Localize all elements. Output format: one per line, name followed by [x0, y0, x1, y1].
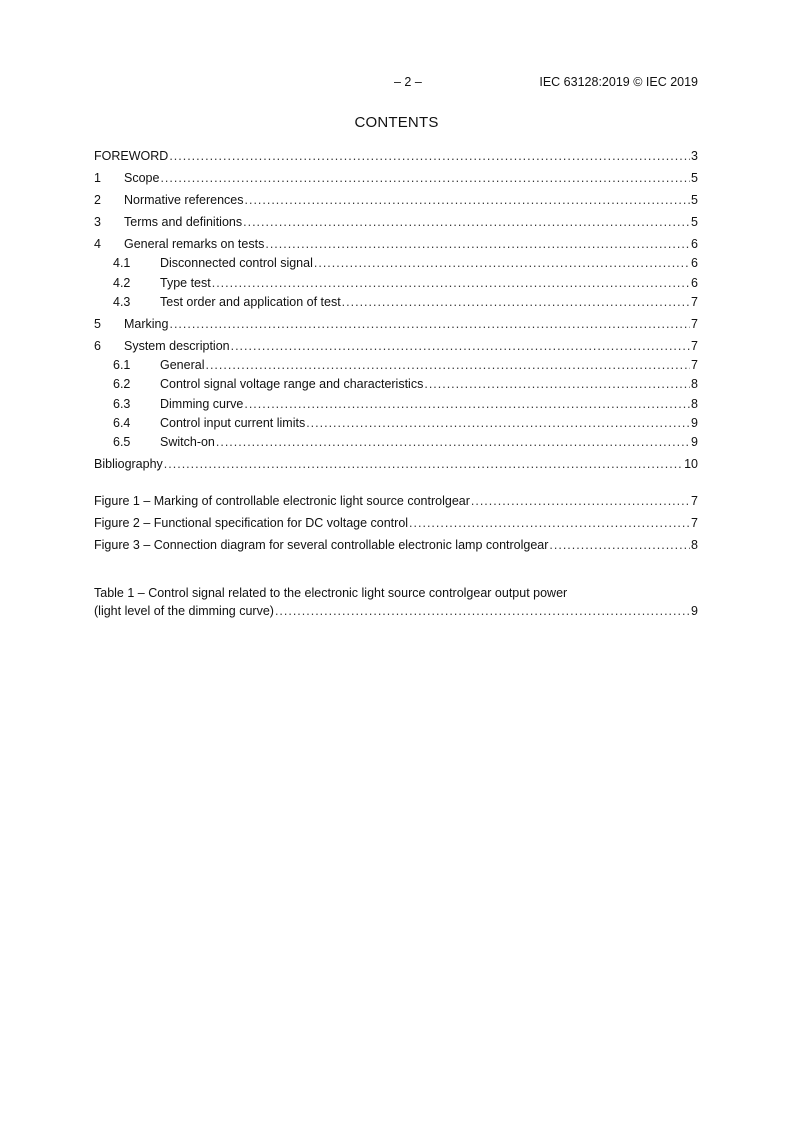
dot-leader [549, 538, 690, 552]
figure-entry-page: 8 [691, 538, 698, 552]
page-number: – 2 – [394, 75, 422, 89]
toc-entry-page: 7 [691, 338, 698, 353]
toc-entry[interactable] [94, 451, 698, 473]
toc-entry-page: 7 [691, 316, 698, 331]
toc-entry-number: 6.1 [113, 358, 131, 373]
toc-entry-label: Normative references [124, 193, 244, 207]
table-entry-label-line2: (light level of the dimming curve) [94, 604, 274, 618]
toc-entry-label: General [160, 358, 205, 373]
toc-entry-number: 6.4 [113, 416, 131, 431]
toc-entry-page: 8 [691, 396, 698, 411]
toc-entry[interactable] [94, 272, 698, 291]
dot-leader [409, 516, 690, 530]
toc-entry-label: Control input current limits [160, 416, 306, 431]
standard-identifier: IEC 63128:2019 © IEC 2019 [539, 75, 698, 89]
dot-leader [265, 237, 690, 251]
toc-entry-label: General remarks on tests [124, 237, 265, 251]
toc-entry[interactable] [94, 311, 698, 333]
table-entry-label-line1: Table 1 – Control signal related to the electronic light source controlgear output power [94, 586, 568, 600]
dot-leader [243, 215, 690, 229]
contents-title: CONTENTS [354, 114, 439, 131]
dot-leader [424, 377, 690, 391]
toc-entry-page: 8 [691, 377, 698, 392]
toc-entry-number: 6.2 [113, 377, 131, 392]
toc-entry[interactable] [94, 143, 698, 165]
toc-entry-number: 6.3 [113, 396, 131, 411]
toc-entry-number: 6.5 [113, 435, 131, 450]
toc-entry-page: 9 [691, 435, 698, 450]
toc-entry[interactable] [94, 432, 698, 451]
toc-entry-page: 6 [691, 237, 698, 251]
list-of-figures [94, 488, 698, 554]
dot-leader [245, 193, 691, 207]
dot-leader [306, 416, 690, 430]
toc-entry-table-1[interactable] [94, 578, 698, 622]
page-header [94, 75, 698, 93]
dot-leader [275, 604, 690, 622]
toc-entry-page: 10 [684, 457, 698, 472]
dot-leader [164, 457, 683, 471]
dot-leader [169, 149, 690, 163]
toc-entry-page: 9 [691, 416, 698, 431]
toc-entry-page: 7 [691, 294, 698, 309]
toc-entry-number: 4.1 [113, 256, 131, 271]
list-of-tables [94, 578, 698, 622]
dot-leader [212, 276, 690, 290]
dot-leader [216, 435, 690, 449]
toc-entry[interactable] [94, 413, 698, 432]
toc-entry-label: Control signal voltage range and characteristics [160, 377, 424, 392]
dot-leader [244, 397, 690, 411]
toc-entry-number: 1 [94, 171, 101, 185]
toc-entry-page: 6 [691, 275, 698, 290]
toc-entry[interactable] [94, 165, 698, 187]
figure-entry-label: Figure 2 – Functional specification for DC voltage control [94, 516, 409, 530]
toc-entry-page: 3 [691, 149, 698, 163]
figure-entry[interactable] [94, 488, 698, 510]
toc-entry-label: Marking [124, 316, 169, 331]
dot-leader [205, 358, 690, 372]
toc-entry-number: 4.3 [113, 294, 131, 309]
toc-entry-label: Test order and application of test [160, 294, 341, 309]
toc-entry-label: Terms and definitions [124, 215, 243, 229]
figure-entry-page: 7 [691, 516, 698, 530]
table-of-contents [94, 143, 698, 473]
toc-entry-number: 5 [94, 316, 101, 331]
toc-entry[interactable] [94, 187, 698, 209]
toc-entry[interactable] [94, 374, 698, 393]
dot-leader [160, 171, 690, 185]
figure-entry-label: Figure 1 – Marking of controllable electronic light source controlgear [94, 494, 470, 508]
toc-entry-number: 4.2 [113, 275, 131, 290]
figure-entry-page: 7 [691, 494, 698, 508]
toc-entry[interactable] [94, 209, 698, 231]
toc-entry-page: 5 [691, 193, 698, 207]
toc-entry[interactable] [94, 355, 698, 374]
toc-entry-page: 5 [691, 171, 698, 185]
toc-entry-label: Disconnected control signal [160, 256, 313, 271]
figure-entry[interactable] [94, 532, 698, 554]
toc-entry[interactable] [94, 292, 698, 311]
table-entry-page: 9 [691, 604, 698, 618]
dot-leader [342, 295, 690, 309]
toc-entry-page: 5 [691, 215, 698, 229]
toc-entry-number: 4 [94, 237, 101, 251]
figure-entry[interactable] [94, 510, 698, 532]
toc-entry-label: System description [124, 338, 230, 353]
toc-entry[interactable] [94, 333, 698, 355]
toc-entry[interactable] [94, 253, 698, 272]
figure-entry-label: Figure 3 – Connection diagram for several controllable electronic lamp controlgear [94, 538, 549, 552]
toc-entry-label: Switch-on [160, 435, 215, 450]
toc-entry-page: 6 [691, 256, 698, 271]
toc-entry[interactable] [94, 231, 698, 253]
toc-entry-label: FOREWORD [94, 149, 169, 163]
toc-entry-label: Type test [160, 275, 211, 290]
toc-entry-label: Scope [124, 171, 160, 185]
toc-entry[interactable] [94, 393, 698, 412]
dot-leader [471, 494, 690, 508]
dot-leader [314, 256, 690, 270]
toc-entry-number: 3 [94, 215, 101, 229]
toc-entry-page: 7 [691, 358, 698, 373]
dot-leader [231, 339, 690, 353]
dot-leader [169, 317, 690, 331]
toc-entry-label: Dimming curve [160, 396, 244, 411]
toc-entry-label: Bibliography [94, 457, 163, 472]
toc-entry-number: 2 [94, 193, 101, 207]
toc-entry-number: 6 [94, 338, 101, 353]
